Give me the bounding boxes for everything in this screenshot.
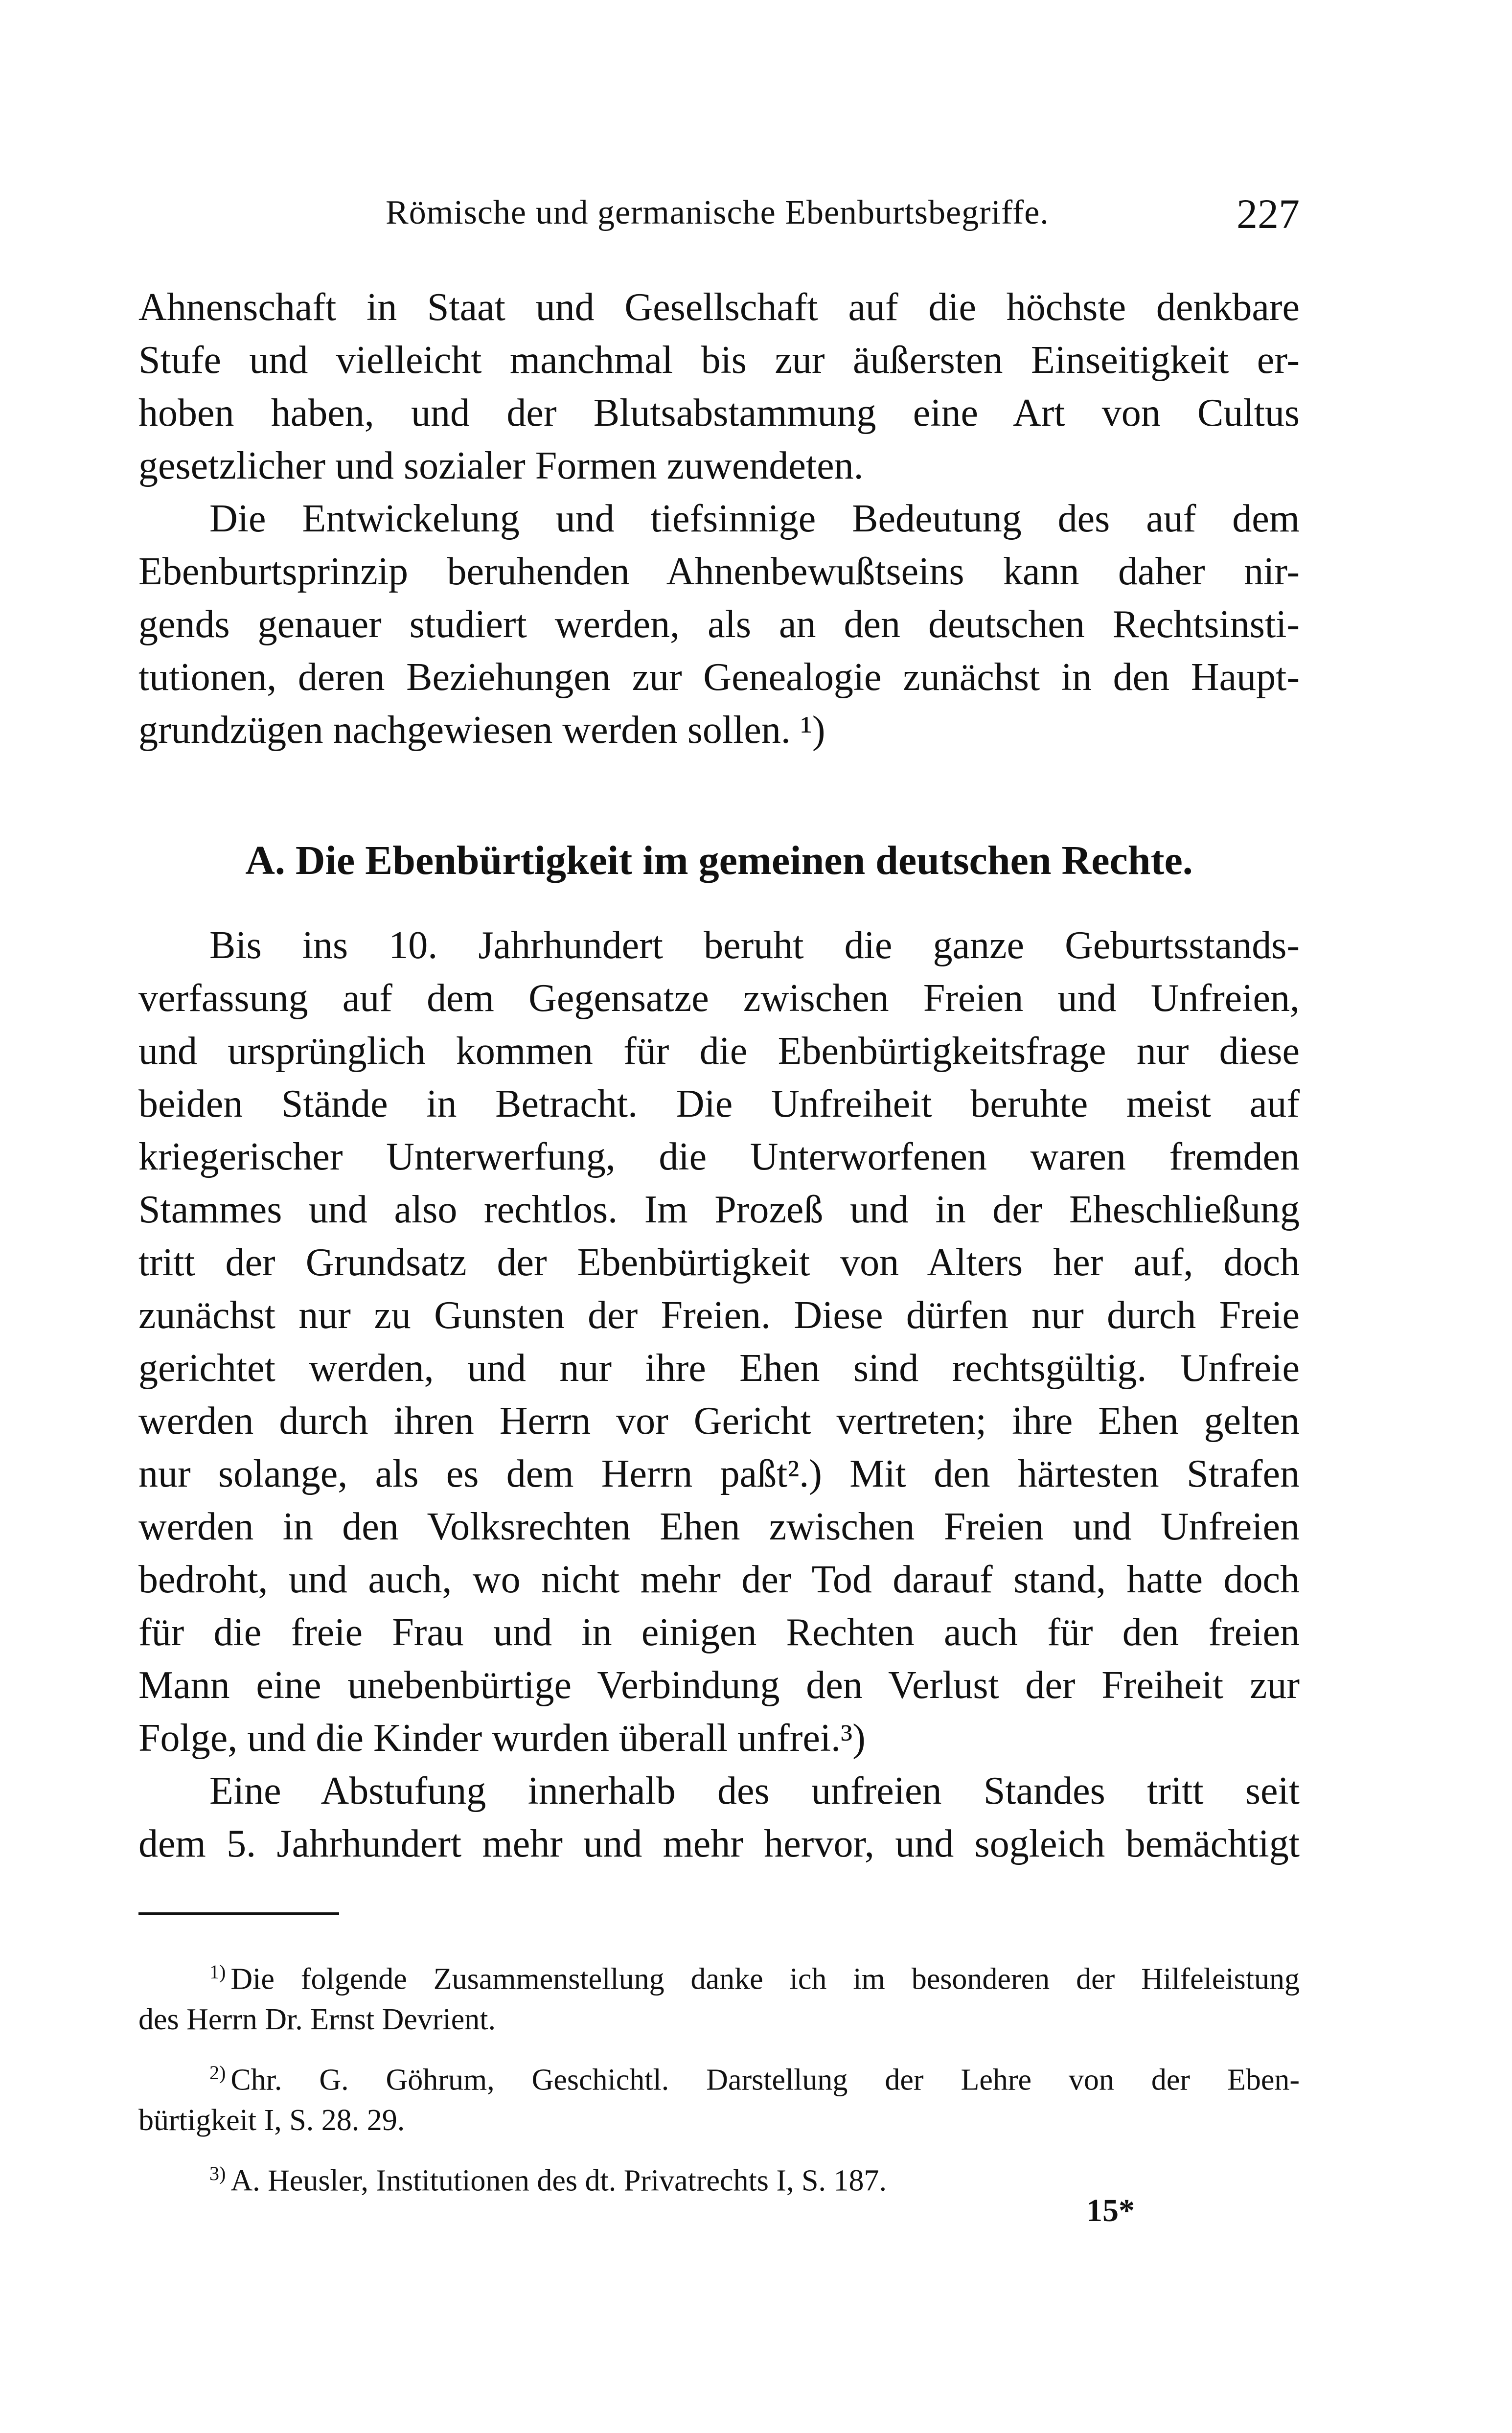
footnote-text: Chr. G. Göhrum, Geschichtl. Darstellung der Lehre von der Eben- bbox=[230, 2063, 1300, 2097]
text-line: werden durch ihren Herrn vor Gericht vertreten; ihre Ehen gelten bbox=[138, 1400, 1300, 1443]
footnote-rule bbox=[138, 1912, 339, 1915]
text-line: gesetzlicher und sozialer Formen zuwendeten. bbox=[138, 444, 864, 487]
footnote-line: des Herrn Dr. Ernst Devrient. bbox=[138, 2003, 496, 2036]
section-heading: A. Die Ebenbürtigkeit im gemeinen deutschen Rechte. bbox=[245, 838, 1193, 883]
text-line: und ursprünglich kommen für die Ebenbürtigkeitsfrage nur diese bbox=[138, 1030, 1300, 1073]
text-line: dem 5. Jahrhundert mehr und mehr hervor, und sogleich bemächtigt bbox=[138, 1822, 1300, 1865]
text-line: tritt der Grundsatz der Ebenbürtigkeit von Alters her auf, doch bbox=[138, 1241, 1300, 1284]
text-line: gends genauer studiert werden, als an den deutschen Rechtsinsti- bbox=[138, 603, 1300, 646]
text-line: kriegerischer Unterwerfung, die Unterworfenen waren fremden bbox=[138, 1135, 1300, 1178]
text-line: beiden Stände in Betracht. Die Unfreiheit beruhte meist auf bbox=[138, 1082, 1300, 1125]
footnote-marker: 1) bbox=[209, 1961, 226, 1983]
text-line: bedroht, und auch, wo nicht mehr der Tod darauf stand, hatte doch bbox=[138, 1558, 1300, 1601]
text-line: verfassung auf dem Gegensatze zwischen Freien und Unfreien, bbox=[138, 977, 1300, 1020]
signature-mark: 15* bbox=[1086, 2193, 1135, 2228]
text-line: hoben haben, und der Blutsabstammung eine Art von Cultus bbox=[138, 391, 1300, 435]
footnote-line bbox=[209, 2152, 1300, 2196]
text-line: zunächst nur zu Gunsten der Freien. Diese dürfen nur durch Freie bbox=[138, 1294, 1300, 1337]
running-header bbox=[138, 190, 1300, 237]
footnote-marker: 2) bbox=[209, 2062, 226, 2084]
footnote-line: bürtigkeit I, S. 28. 29. bbox=[138, 2104, 405, 2137]
footnote-text: A. Heusler, Institutionen des dt. Privatrechts I, S. 187. bbox=[230, 2164, 887, 2198]
text-line: Folge, und die Kinder wurden überall unfrei.³) bbox=[138, 1717, 866, 1760]
text-line: werden in den Volksrechten Ehen zwischen Freien und Unfreien bbox=[138, 1505, 1300, 1548]
text-line: Ebenburtsprinzip beruhenden Ahnenbewußtseins kann daher nir- bbox=[138, 550, 1300, 593]
running-title: Römische und germanische Ebenburtsbegriffe. bbox=[386, 194, 1049, 231]
text-line: tutionen, deren Beziehungen zur Genealogie zunächst in den Haupt- bbox=[138, 656, 1300, 699]
text-line: Stammes und also rechtlos. Im Prozeß und in der Eheschließung bbox=[138, 1188, 1300, 1231]
text-line: grundzügen nachgewiesen werden sollen. ¹) bbox=[138, 709, 825, 752]
text-line: Die Entwickelung und tiefsinnige Bedeutung des auf dem bbox=[209, 497, 1300, 540]
text-line: Bis ins 10. Jahrhundert beruht die ganze Geburtsstands- bbox=[209, 924, 1300, 967]
text-line: Mann eine unebenbürtige Verbindung den Verlust der Freiheit zur bbox=[138, 1664, 1300, 1707]
text-line: nur solange, als es dem Herrn paßt².) Mit den härtesten Strafen bbox=[138, 1452, 1300, 1495]
page-number: 227 bbox=[1237, 190, 1300, 237]
text-line: Ahnenschaft in Staat und Gesellschaft auf die höchste denkbare bbox=[138, 286, 1300, 329]
footnote-marker: 3) bbox=[209, 2162, 226, 2184]
text-line: Stufe und vielleicht manchmal bis zur äußersten Einseitigkeit er- bbox=[138, 339, 1300, 382]
footnote-line bbox=[209, 2051, 1300, 2095]
footnote-text: Die folgende Zusammenstellung danke ich im besonderen der Hilfeleistung bbox=[230, 1962, 1300, 1996]
text-line: gerichtet werden, und nur ihre Ehen sind rechtsgültig. Unfreie bbox=[138, 1347, 1300, 1390]
text-line: Eine Abstufung innerhalb des unfreien Standes tritt seit bbox=[209, 1769, 1300, 1813]
text-line: für die freie Frau und in einigen Rechten auch für den freien bbox=[138, 1611, 1300, 1654]
footnote-line bbox=[209, 1950, 1300, 1994]
